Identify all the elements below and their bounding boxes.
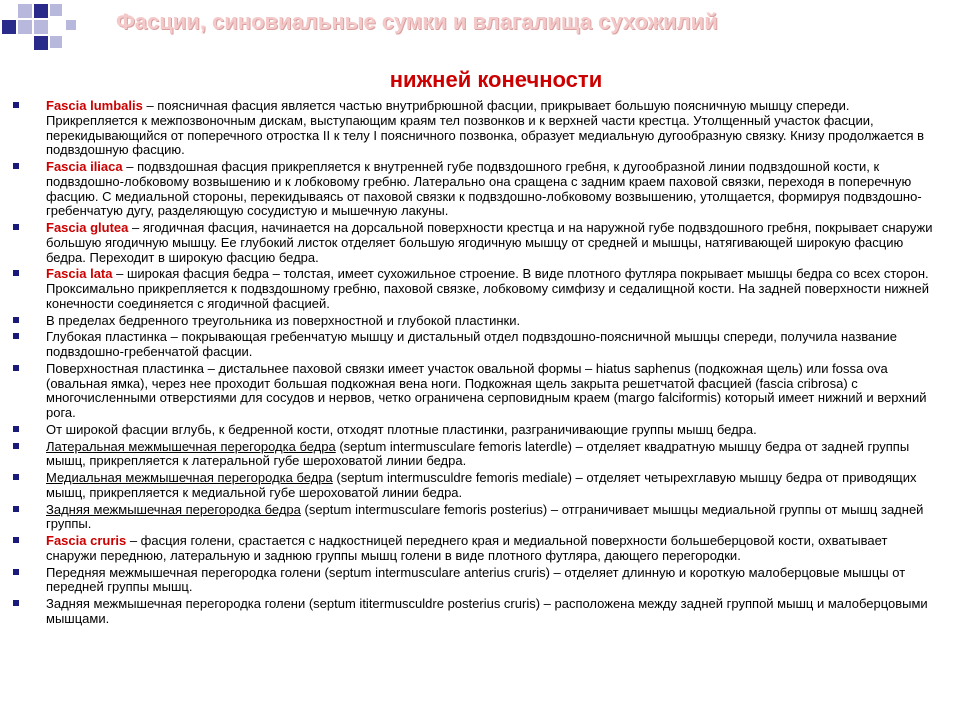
decor-square <box>34 4 48 18</box>
title-line-1: Фасции, синовиальные сумки и влагалища сухожилий <box>116 9 718 34</box>
item-text: (septum intermusculdre femoris mediale) – отделяет четырехглавую мышцу бедра от приводящих мышц, прикрепляется к медиальной губе шероховатой линии бедра. <box>46 470 917 500</box>
list-item <box>10 99 940 158</box>
list-item <box>10 362 940 421</box>
list-item <box>10 221 940 265</box>
item-text: Задняя межмышечная перегородка голени (septum ititermusculdre posterius cruris) – расположена между задней группой мышц и малоберцовыми мышцами. <box>46 596 928 626</box>
decor-square <box>50 36 62 48</box>
bullet-icon <box>13 224 19 230</box>
item-text: Передняя межмышечная перегородка голени (septum intermusculare anterius cruris) – отделяет длинную и короткую малоберцовые мышцы от передней группы мышц. <box>46 564 906 595</box>
item-text: – ягодичная фасция, начинается на дорсальной поверхности крестца и на наружной губе подвздошного гребня, покрывает снаружи большую ягодичную мышцу. Ее глубокий листок отделяет большую ягодичную мышцу от средней и мышцы, натягивающей широкую фасцию бедра. Переходит в широкую фасцию бедра. <box>46 220 933 265</box>
term-label: Fascia glutea <box>46 220 129 236</box>
term-label: Fascia iliaca <box>46 159 123 175</box>
bullet-icon <box>13 102 19 108</box>
item-text: – фасция голени, срастается с надкостницей переднего края и медиальной поверхности большеберцовой кости, охватывает снаружи переднюю, латеральную и заднюю группы мышц голени в виде плотного футляра, дающего перегородки. <box>46 533 888 563</box>
bullet-icon <box>13 443 19 449</box>
item-text: Глубокая пластинка – покрывающая гребенчатую мышцу и дистальный отдел подвздошно-поясничной мышцы спереди, получила название подвздошно-гребенчатой фасции. <box>46 329 897 360</box>
underlined-term: Латеральная межмышечная перегородка бедра <box>46 438 336 454</box>
item-text: В пределах бедренного треугольника из поверхностной и глубокой пластинки. <box>46 312 521 328</box>
bullet-icon <box>13 365 19 371</box>
item-text: – поясничная фасция является частью внутрибрюшной фасции, прикрывает большую поясничную мышцу спереди. Прикрепляется к межпозвоночным дискам, выступающим краям тел позвонков и к верхней части крестца. Утолщенный участок фасции, перекидывающийся от поперечного отростка II к телу I поясничного позвонка, образует медиальную дугообразную связку. Книзу продолжается в подвздошную фасцию. <box>46 98 924 158</box>
bullet-icon <box>13 600 19 606</box>
decor-square <box>18 4 32 18</box>
list-item <box>10 534 940 564</box>
bullet-icon <box>13 474 19 480</box>
item-text: – широкая фасция бедра – толстая, имеет сухожильное строение. В виде плотного футляра покрывает мышцы бедра со всех сторон. Проксимально прикрепляется к подвздошному гребню, паховой связке, лобковому симфизу и седалищной кости. На задней поверхности нижней конечности соединяется с ягодичной фасцией. <box>46 266 929 312</box>
bullet-icon <box>13 506 19 512</box>
list-item <box>10 440 940 470</box>
list-item <box>10 330 940 360</box>
list-item <box>10 423 940 438</box>
decor-square <box>34 36 48 50</box>
decor-square <box>66 20 76 30</box>
decor-square <box>2 20 16 34</box>
item-text: От широкой фасции вглубь, к бедренной кости, отходят плотные пластинки, разграничивающие группы мышц бедра. <box>46 421 757 437</box>
decor-square <box>34 20 48 34</box>
item-text: (septum intermusculare femoris posterius) – отграничивает мышцы медиальной группы от мышц задней группы. <box>46 501 924 532</box>
corner-decoration <box>0 0 100 60</box>
bullet-icon <box>13 569 19 575</box>
item-text: Поверхностная пластинка – дистальнее паховой связки имеет участок овальной формы – hiatus saphenus (подкожная щель) или fossa ova (овальная ямка), через нее проходит большая подкожная вена ноги. Подкожная щель закрыта решетчатой фасцией (fascia cribrosa) с многочисленными отверстиями для сосудов и нервов, четко ограничена серповидным краем (margo falciformis) который имеет нижний и верхний рога. <box>46 360 927 421</box>
list-item <box>10 503 940 533</box>
term-label: Fascia lumbalis <box>46 98 143 113</box>
list-item <box>10 566 940 596</box>
bullet-icon <box>13 426 19 432</box>
bullet-icon <box>13 537 19 543</box>
list-item <box>10 597 940 627</box>
term-label: Fascia cruris <box>46 533 127 549</box>
bullet-icon <box>13 163 19 169</box>
term-label: Fascia lata <box>46 266 113 282</box>
item-text: – подвздошная фасция прикрепляется к внутренней губе подвздошного гребня, к дугообразной линии подвздошной кости, к подвздошно-лобковому возвышению и к лобковому гребню. Латерально она сращена с задним краем паховой связки, переходя в поперечную фасцию. С медиальной стороны, перекидываясь от паховой связки к подвздошно-лобковому возвышению, утолщается, формируя подвздошно-гребенчатую дугу, разделяющую сосудистую и мышечную лакуны. <box>46 159 922 219</box>
decor-square <box>50 4 62 16</box>
list-item <box>10 267 940 311</box>
item-text: (septum intermusculare femoris laterdle) – отделяет квадратную мышцу бедра от задней группы мышц, прикрепляется к латеральной губе шероховатой линии бедра. <box>46 438 910 469</box>
bullet-icon <box>13 333 19 339</box>
title-line-2: нижней конечности <box>389 67 603 92</box>
list-item <box>10 160 940 219</box>
bullet-icon <box>13 270 19 276</box>
content-list <box>10 99 940 629</box>
underlined-term: Задняя межмышечная перегородка бедра <box>46 501 301 517</box>
list-item <box>10 314 940 329</box>
underlined-term: Медиальная межмышечная перегородка бедра <box>46 470 333 486</box>
bullet-icon <box>13 317 19 323</box>
decor-square <box>18 20 32 34</box>
list-item <box>10 471 940 501</box>
